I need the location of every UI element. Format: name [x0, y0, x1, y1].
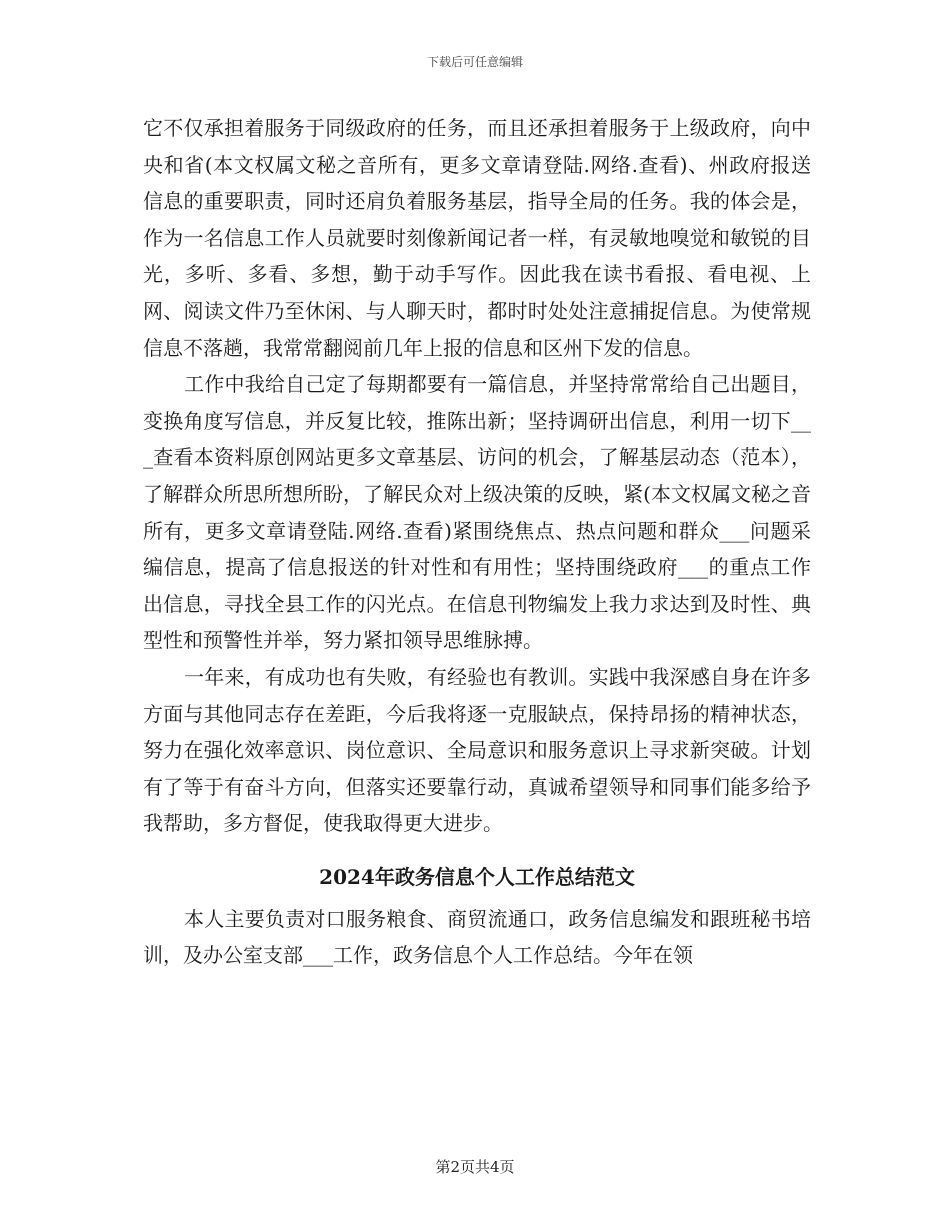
page-number: 第2页共4页 — [435, 1158, 515, 1176]
section-paragraph: 本人主要负责对口服务粮食、商贸流通口，政务信息编发和跟班秘书培训，及办公室支部___工作，政务信息个人工作总结。今年在领 — [143, 906, 811, 968]
page-header: 下载后可任意编辑 — [426, 55, 523, 69]
section-title: 2024年政务信息个人工作总结范文 — [319, 864, 635, 889]
body-paragraph-1: 它不仅承担着服务于同级政府的任务，而且还承担着服务于上级政府，向中央和省(本文权属文秘之音所有，更多文章请登陆.网络.查看)、州政府报送信息的重要职责，同时还肩负着服务基层，指导全局的任务。我的体会是，作为一名信息工作人员就要时刻像新闻记者一样，有灵敏地嗅觉和敏锐的目光，多听、多看、多想，勤于动手写作。因此我在读书看报、看电视、上网、阅读文件乃至休闲、与人聊天时，都时时处处注意捕捉信息。为使常规信息不落趟，我常常翻阅前几年上报的信息和区州下发的信息。 — [143, 116, 811, 360]
document-body — [143, 110, 811, 974]
body-paragraph-2: 工作中我给自己定了每期都要有一篇信息，并坚持常常给自己出题目，变换角度写信息，并反复比较，推陈出新；坚持调研出信息，利用一切下___查看本资料原创网站更多文章基层、访问的机会，了解基层动态（范本），了解群众所思所想所盼，了解民众对上级决策的反映，紧(本文权属文秘之音所有，更多文章请登陆.网络.查看)紧围绕焦点、热点问题和群众___问题采编信息，提高了信息报送的针对性和有用性；坚持围绕政府___的重点工作出信息，寻找全县工作的闪光点。在信息刊物编发上我力求达到及时性、典型性和预警性并举，努力紧扣领导思维脉搏。 — [143, 372, 811, 653]
body-paragraph-3: 一年来，有成功也有失败，有经验也有教训。实践中我深感自身在许多方面与其他同志存在差距，今后我将逐一克服缺点，保持昂扬的精神状态，努力在强化效率意识、岗位意识、全局意识和服务意识上寻求新突破。计划有了等于有奋斗方向，但落实还要靠行动，真诚希望领导和同事们能多给予我帮助，多方督促，使我取得更大进步。 — [143, 664, 811, 836]
